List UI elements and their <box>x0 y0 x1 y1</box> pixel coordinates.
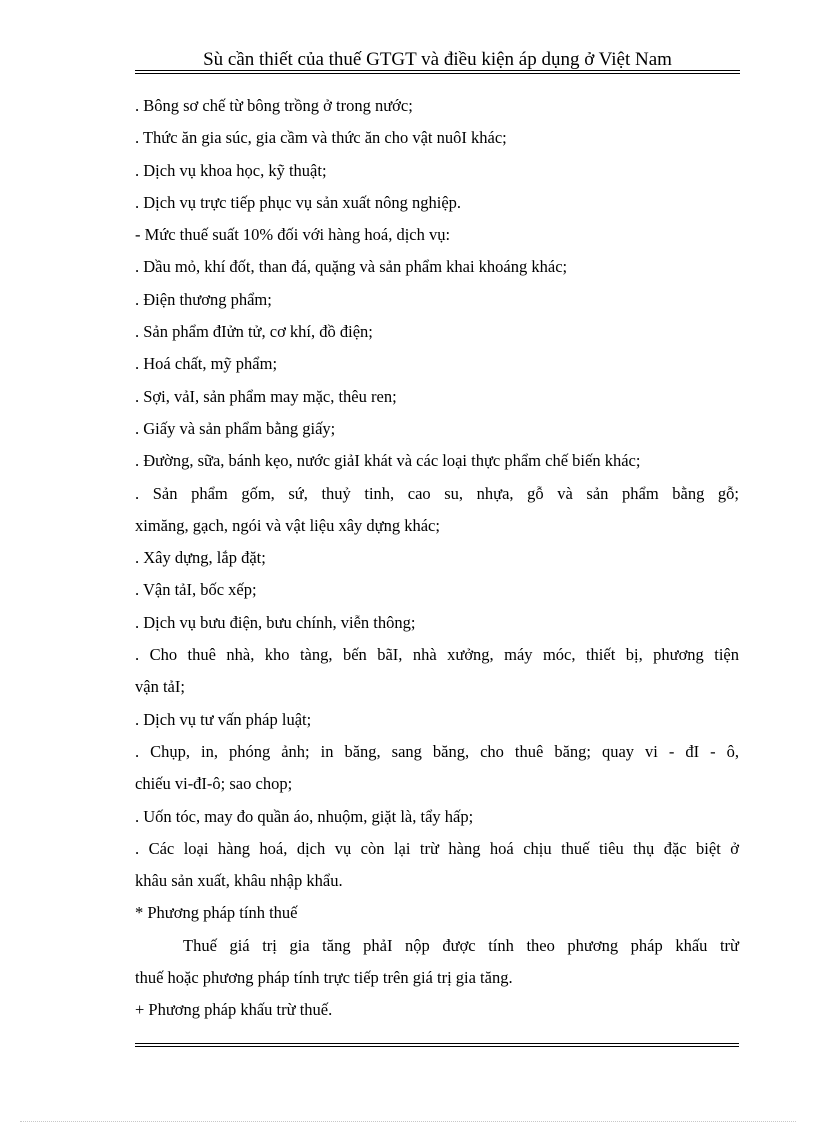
text-line: chiếu vi-đI-ô; sao chop; <box>135 774 293 794</box>
section-heading: * Phương pháp tính thuế <box>135 903 298 923</box>
page-header-title: Sù cần thiết của thuế GTGT và điều kiện áp dụng ở Việt Nam <box>203 49 672 70</box>
footer-double-rule <box>135 1043 739 1047</box>
text-line: . Điện thương phẩm; <box>135 289 272 309</box>
text-line: khâu sản xuất, khâu nhập khẩu. <box>135 871 343 891</box>
text-line: . Đường, sữa, bánh kẹo, nước giảI khát và các loại thực phẩm chế biến khác; <box>135 451 641 471</box>
text-line: . Dịch vụ trực tiếp phục vụ sản xuất nông nghiệp. <box>135 192 462 212</box>
text-line: vận tảI; <box>135 677 185 697</box>
text-line: . Dầu mỏ, khí đốt, than đá, quặng và sản phẩm khai khoáng khác; <box>135 257 568 277</box>
subsection-heading: + Phương pháp khấu trừ thuế. <box>135 1000 333 1020</box>
text-line: . Sợi, vảI, sản phẩm may mặc, thêu ren; <box>135 386 397 406</box>
text-line: . Dịch vụ tư vấn pháp luật; <box>135 709 312 729</box>
text-line: thuế hoặc phương pháp tính trực tiếp trên giá trị gia tăng. <box>135 968 513 988</box>
text-line: . Cho thuê nhà, kho tàng, bến bãI, nhà xưởng, máy móc, thiết bị, phương tiện <box>135 645 739 665</box>
text-line: . Xây dựng, lắp đặt; <box>135 548 266 568</box>
document-body <box>135 90 739 1027</box>
text-line: . Thức ăn gia súc, gia cầm và thức ăn cho vật nuôI khác; <box>135 128 507 148</box>
text-line: . Giấy và sản phẩm bằng giấy; <box>135 418 336 438</box>
text-line: . Các loại hàng hoá, dịch vụ còn lại trừ hàng hoá chịu thuế tiêu thụ đặc biệt ở <box>135 838 739 858</box>
text-line: . Sản phẩm đIửn tử, cơ khí, đồ điện; <box>135 322 373 342</box>
header-double-rule <box>135 70 740 74</box>
text-line: Thuế giá trị gia tăng phảI nộp được tính theo phương pháp khấu trừ <box>183 935 739 955</box>
text-line: . Sản phẩm gốm, sứ, thuỷ tinh, cao su, nhựa, gỗ và sản phẩm bằng gỗ; <box>135 483 739 503</box>
text-line: . Vận tảI, bốc xếp; <box>135 580 257 600</box>
text-line: . Chụp, in, phóng ảnh; in băng, sang băng, cho thuê băng; quay vi - đI - ô, <box>135 741 739 761</box>
text-line: . Uốn tóc, may đo quần áo, nhuộm, giặt là, tẩy hấp; <box>135 806 474 826</box>
text-line: ximăng, gạch, ngói và vật liệu xây dựng khác; <box>135 515 440 535</box>
text-line: . Hoá chất, mỹ phẩm; <box>135 354 278 374</box>
text-line: . Dịch vụ khoa học, kỹ thuật; <box>135 160 327 180</box>
page-bottom-edge <box>20 1121 796 1122</box>
text-line: . Dịch vụ bưu điện, bưu chính, viễn thông; <box>135 612 416 632</box>
text-line: - Mức thuế suất 10% đối với hàng hoá, dịch vụ: <box>135 225 451 245</box>
text-line: . Bông sơ chế từ bông trồng ở trong nước; <box>135 96 413 115</box>
